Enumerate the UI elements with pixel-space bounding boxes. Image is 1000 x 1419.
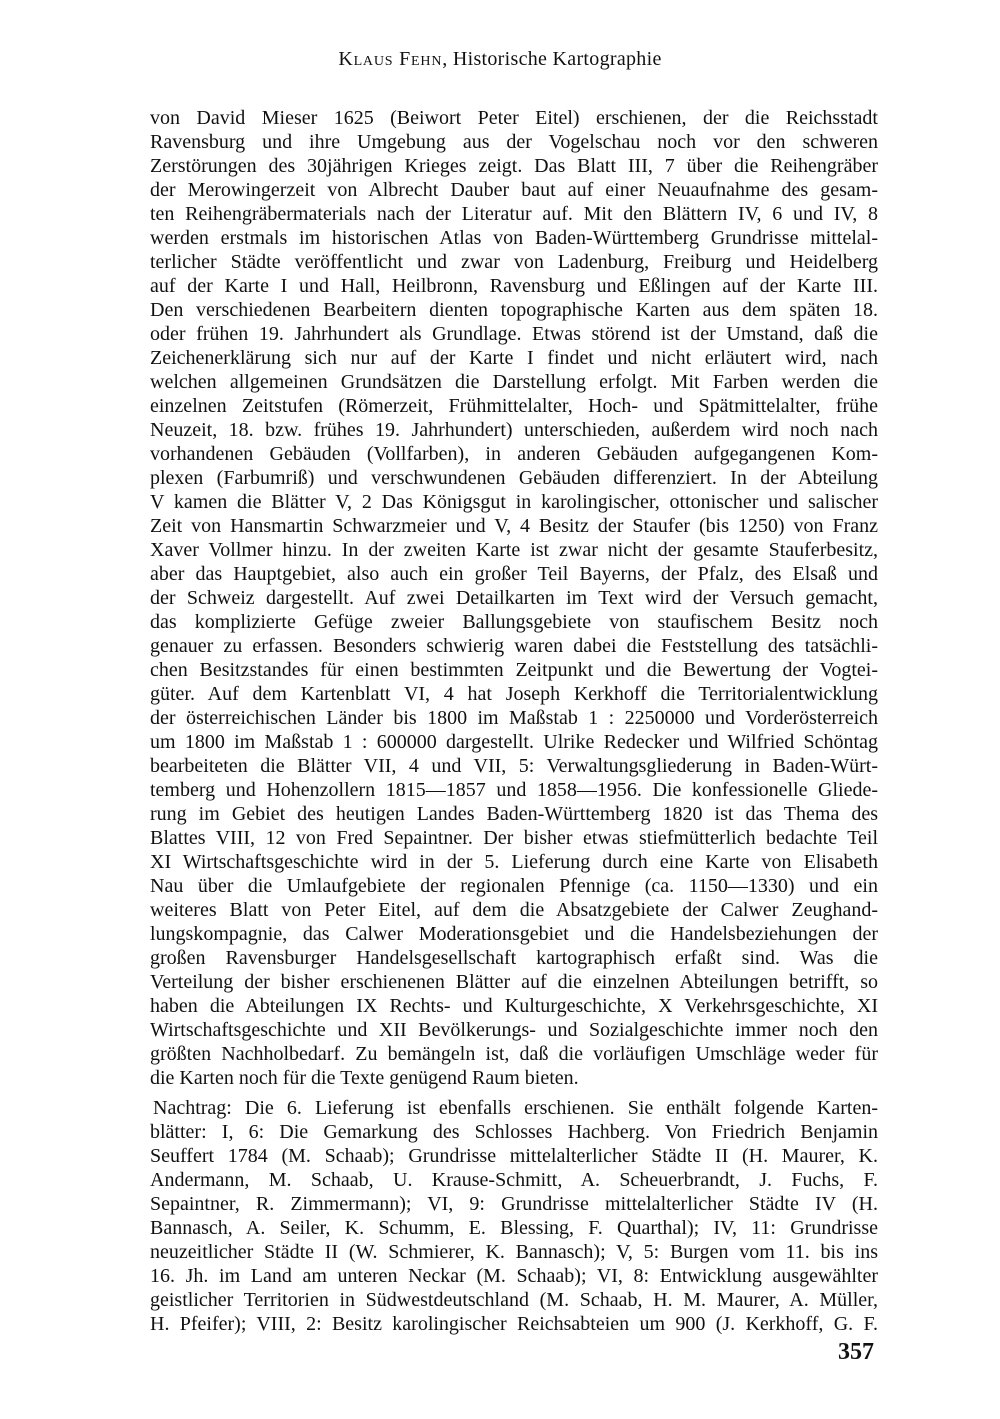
text-line: auf der Karte I und Hall, Heilbronn, Ravensburg und Eßlingen auf der Karte III. — [150, 275, 878, 297]
text-line: aber das Hauptgebiet, also auch ein großer Teil Bayerns, der Pfalz, des Elsaß und — [150, 563, 878, 585]
text-line: Ravensburg und ihre Umgebung aus der Vogelschau noch vor den schweren — [150, 131, 878, 153]
text-line: größten Nachholbedarf. Zu bemängeln ist, daß die vorläufigen Umschläge weder für — [150, 1043, 878, 1065]
text-line: chen Besitzstandes für einen bestimmten Zeitpunkt und die Bewertung der Vogtei- — [150, 659, 878, 681]
text-line: neuzeitlicher Städte II (W. Schmierer, K. Bannasch); V, 5: Burgen vom 11. bis ins — [150, 1241, 878, 1263]
text-line: Sepaintner, R. Zimmermann); VI, 9: Grundrisse mittelalterlicher Städte IV (H. — [150, 1193, 878, 1215]
text-line: einzelnen Zeitstufen (Römerzeit, Frühmittelalter, Hoch- und Spätmittelalter, frühe — [150, 395, 878, 417]
text-line: XI Wirtschaftsgeschichte wird in der 5. Lieferung durch eine Karte von Elisabeth — [150, 851, 878, 873]
header-separator: , — [442, 48, 453, 70]
text-line: Seuffert 1784 (M. Schaab); Grundrisse mittelalterlicher Städte II (H. Maurer, K. — [150, 1145, 878, 1167]
text-line: genauer zu erfassen. Besonders schwierig waren dabei die Feststellung des tatsächli- — [150, 635, 878, 657]
text-line: großen Ravensburger Handelsgesellschaft kartographisch erfaßt sind. Was die — [150, 947, 878, 969]
header-author: Klaus Fehn — [338, 48, 443, 70]
text-line: geistlicher Territorien in Südwestdeutschland (M. Schaab, H. M. Maurer, A. Müller, — [150, 1289, 878, 1311]
text-line: güter. Auf dem Kartenblatt VI, 4 hat Joseph Kerkhoff die Territorialentwicklung — [150, 683, 878, 705]
text-line: Bannasch, A. Seiler, K. Schumm, E. Blessing, F. Quarthal); IV, 11: Grundrisse — [150, 1217, 878, 1239]
text-line: lungskompagnie, das Calwer Moderationsgebiet und die Handelsbeziehungen der — [150, 923, 878, 945]
text-line: ten Reihengräbermaterials nach der Literatur auf. Mit den Blättern IV, 6 und IV, 8 — [150, 203, 878, 225]
text-line: das komplizierte Gefüge zweier Ballungsgebiete von staufischem Besitz noch — [150, 611, 878, 633]
text-line: die Karten noch für die Texte genügend Raum bieten. — [150, 1067, 579, 1089]
text-line: Zerstörungen des 30jährigen Krieges zeigt. Das Blatt III, 7 über die Reihengräber — [150, 155, 878, 177]
text-line: Nachtrag: Die 6. Lieferung ist ebenfalls erschienen. Sie enthält folgende Karten- — [153, 1097, 878, 1119]
text-line: Blattes VIII, 12 von Fred Sepaintner. Der bisher etwas stiefmütterlich bedachte Teil — [150, 827, 878, 849]
text-line: vorhandenen Gebäuden (Vollfarben), in anderen Gebäuden aufgegangenen Kom- — [150, 443, 878, 465]
paragraph-2 — [150, 1096, 878, 1336]
header-title: Historische Kartographie — [452, 48, 662, 70]
text-line: Andermann, M. Schaab, U. Krause-Schmitt, A. Scheuerbrandt, J. Fuchs, F. — [150, 1169, 878, 1191]
text-line: der Merowingerzeit von Albrecht Dauber baut auf einer Neuaufnahme des gesam- — [150, 179, 878, 201]
text-line: V kamen die Blätter V, 2 Das Königsgut in karolingischer, ottonischer und salischer — [150, 491, 878, 513]
text-line: um 1800 im Maßstab 1 : 600000 dargestellt. Ulrike Redecker und Wilfried Schöntag — [150, 731, 878, 753]
text-line: welchen allgemeinen Grundsätzen die Darstellung erfolgt. Mit Farben werden die — [150, 371, 878, 393]
text-line: temberg und Hohenzollern 1815—1857 und 1858—1956. Die konfessionelle Gliede- — [150, 779, 878, 801]
text-line: oder frühen 19. Jahrhundert als Grundlage. Etwas störend ist der Umstand, daß die — [150, 323, 878, 345]
text-line: haben die Abteilungen IX Rechts- und Kulturgeschichte, X Verkehrsgeschichte, XI — [150, 995, 878, 1017]
page-number: 357 — [838, 1339, 874, 1365]
text-line: Zeit von Hansmartin Schwarzmeier und V, 4 Besitz der Staufer (bis 1250) von Franz — [150, 515, 878, 537]
text-line: rung im Gebiet des heutigen Landes Baden-Württemberg 1820 ist das Thema des — [150, 803, 878, 825]
page-body — [150, 106, 878, 1336]
text-line: der österreichischen Länder bis 1800 im Maßstab 1 : 2250000 und Vorderösterreich — [150, 707, 878, 729]
text-line: terlicher Städte veröffentlicht und zwar von Ladenburg, Freiburg und Heidelberg — [150, 251, 878, 273]
text-line: Zeichenerklärung sich nur auf der Karte I findet und nicht erläutert wird, nach — [150, 347, 878, 369]
text-line: 16. Jh. im Land am unteren Neckar (M. Schaab); VI, 8: Entwicklung ausgewählter — [150, 1265, 878, 1287]
text-line: Den verschiedenen Bearbeitern dienten topographische Karten aus dem späten 18. — [150, 299, 878, 321]
text-line: H. Pfeifer); VIII, 2: Besitz karolingischer Reichsabteien um 900 (J. Kerkhoff, G. F. — [150, 1313, 878, 1335]
text-line: Wirtschaftsgeschichte und XII Bevölkerungs- und Sozialgeschichte immer noch den — [150, 1019, 878, 1041]
text-line: Nau über die Umlaufgebiete der regionalen Pfennige (ca. 1150—1330) und ein — [150, 875, 878, 897]
text-line: blätter: I, 6: Die Gemarkung des Schlosses Hachberg. Von Friedrich Benjamin — [150, 1121, 878, 1143]
text-line: Xaver Vollmer hinzu. In der zweiten Karte ist zwar nicht der gesamte Stauferbesitz, — [150, 539, 878, 561]
paragraph-1 — [150, 106, 878, 1090]
text-line: Verteilung der bisher erschienenen Blätter auf die einzelnen Abteilungen betrifft, so — [150, 971, 878, 993]
text-line: werden erstmals im historischen Atlas von Baden-Württemberg Grundrisse mittelal- — [150, 227, 878, 249]
running-header — [0, 48, 1000, 71]
text-line: Neuzeit, 18. bzw. frühes 19. Jahrhundert) unterschieden, außerdem wird noch nach — [150, 419, 878, 441]
text-line: der Schweiz dargestellt. Auf zwei Detailkarten im Text wird der Versuch gemacht, — [150, 587, 878, 609]
text-line: weiteres Blatt von Peter Eitel, auf dem die Absatzgebiete der Calwer Zeughand- — [150, 899, 878, 921]
text-line: bearbeiteten die Blätter VII, 4 und VII, 5: Verwaltungsgliederung in Baden-Würt- — [150, 755, 878, 777]
text-line: von David Mieser 1625 (Beiwort Peter Eitel) erschienen, der die Reichsstadt — [150, 107, 878, 129]
text-line: plexen (Farbumriß) und verschwundenen Gebäuden differenziert. In der Abteilung — [150, 467, 878, 489]
